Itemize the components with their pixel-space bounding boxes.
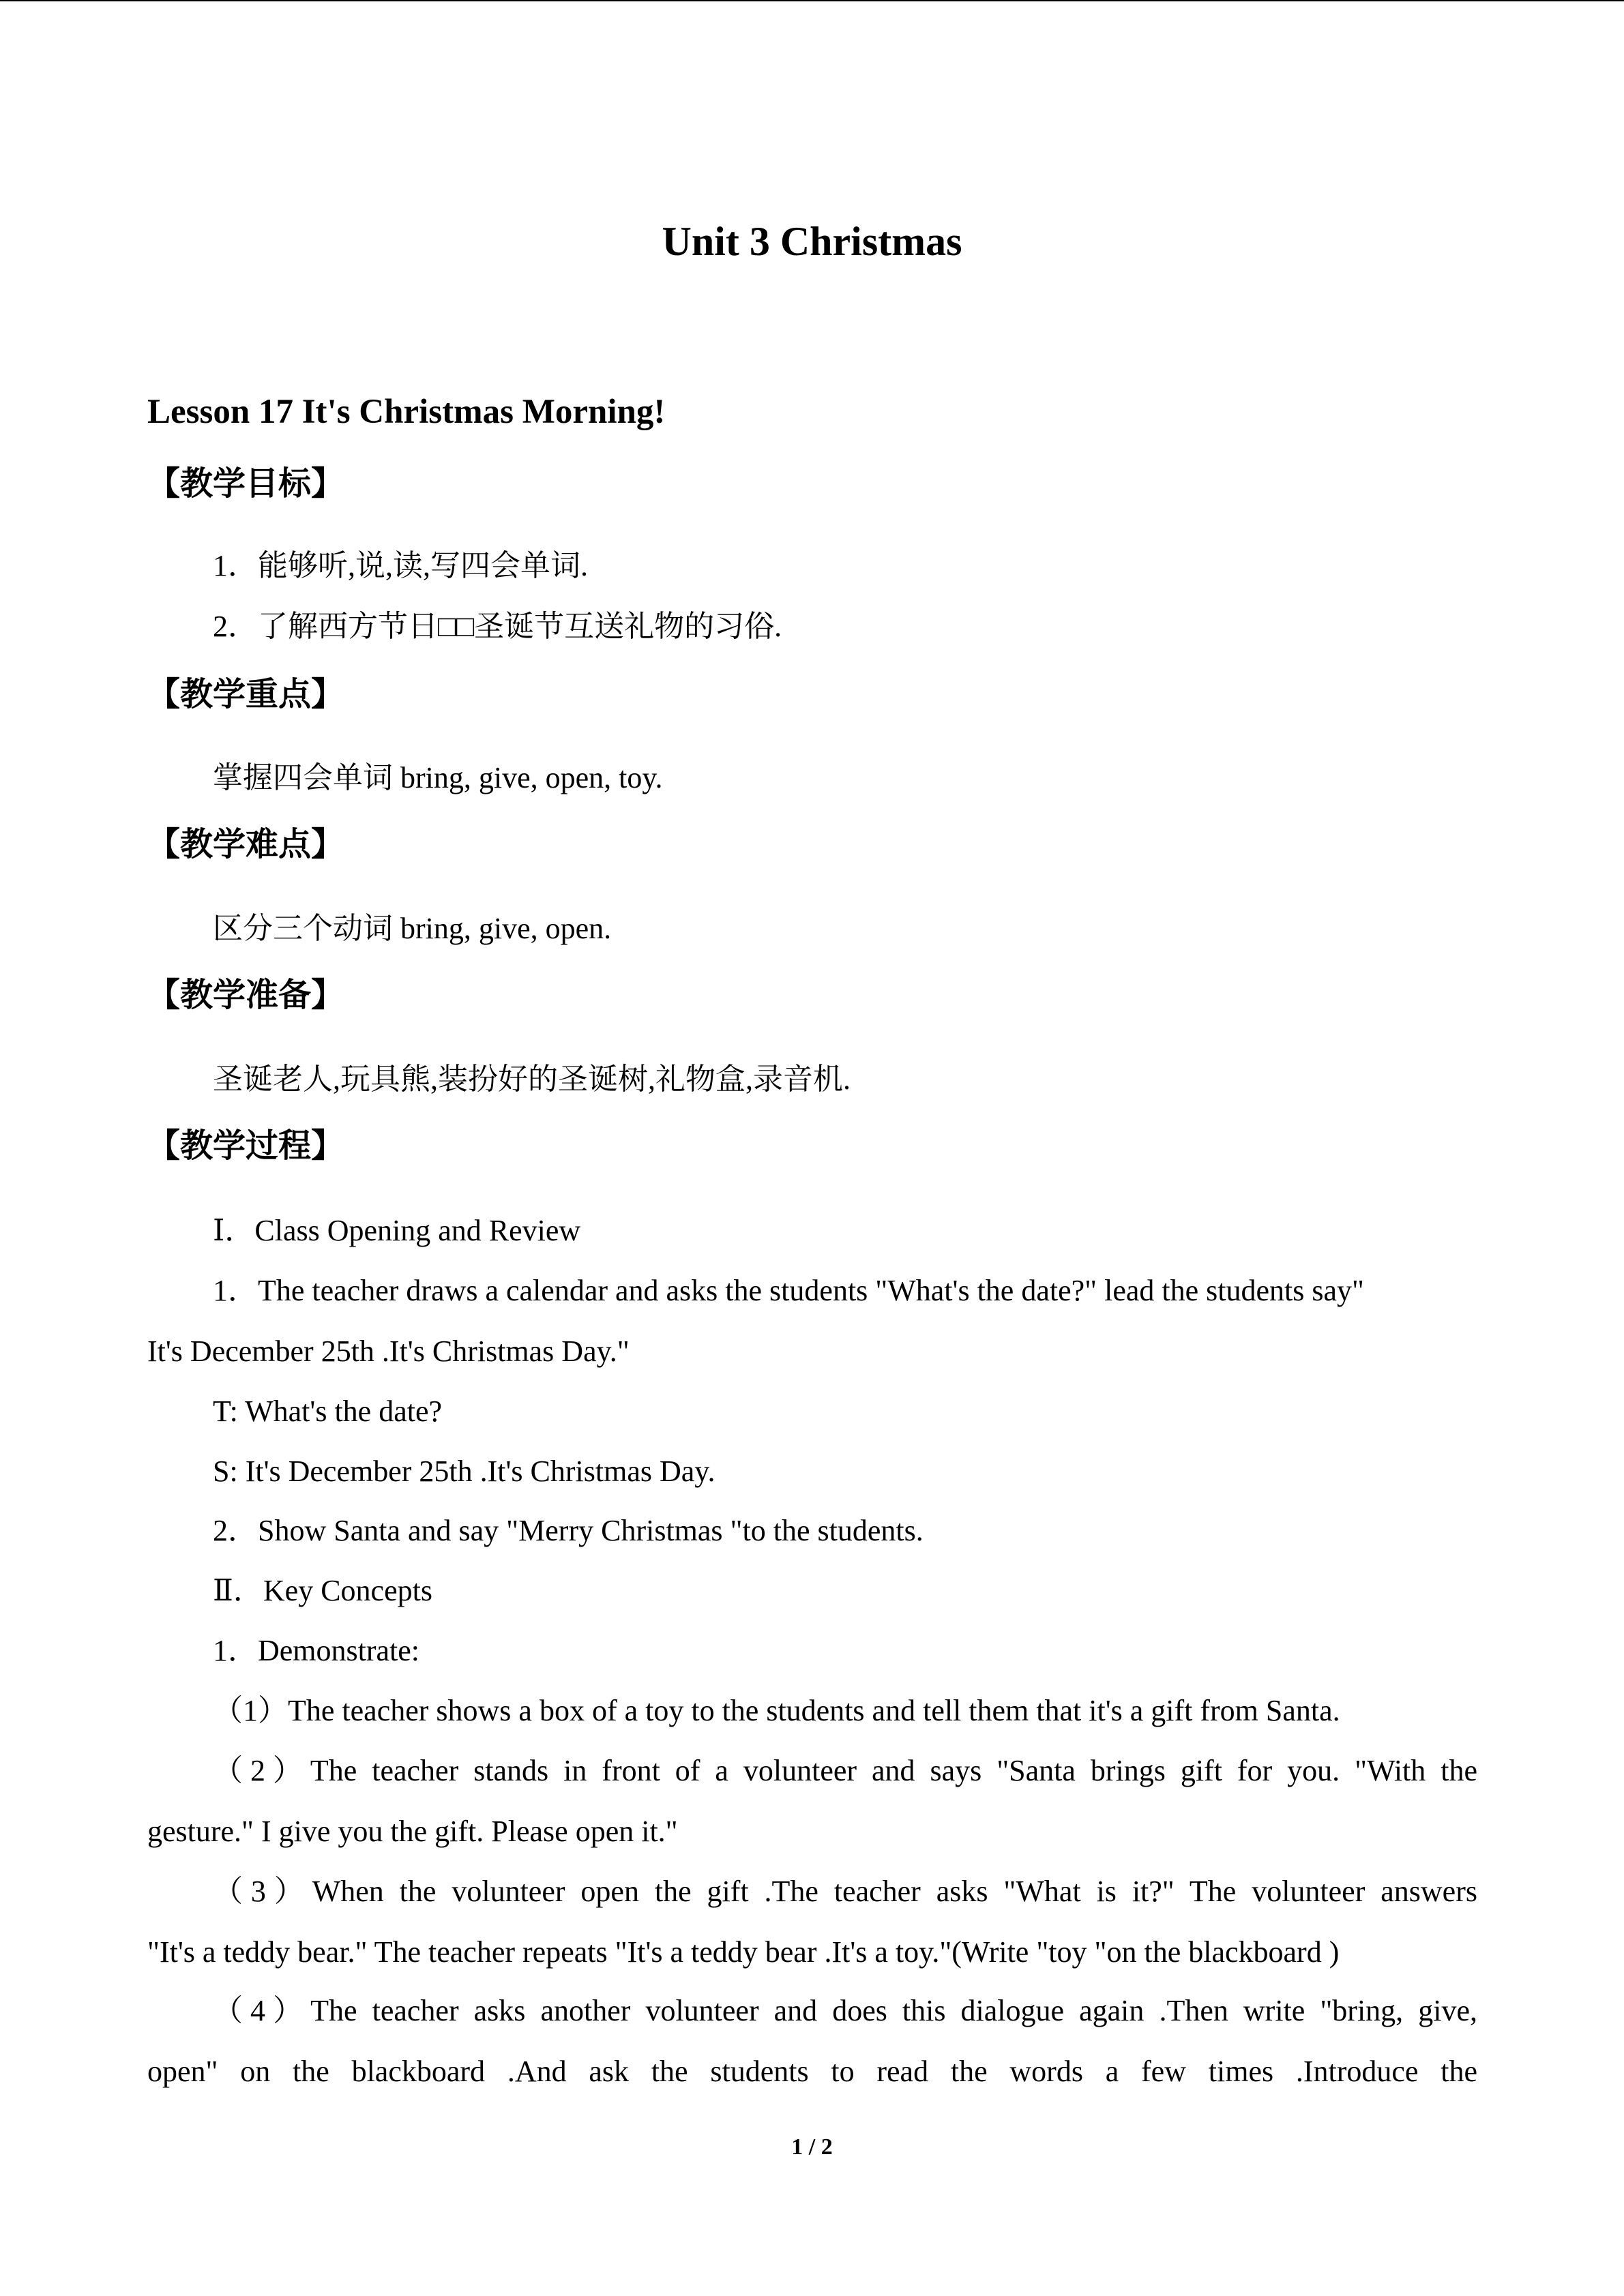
process-line: （4）The teacher asks another volunteer and does this dialogue again .Then write "bring, give, bbox=[213, 1994, 1477, 2027]
process-line: gesture." I give you the gift. Please open it." bbox=[147, 1815, 678, 1848]
process-line: S: It's December 25th .It's Christmas Day. bbox=[213, 1455, 715, 1488]
process-line: It's December 25th .It's Christmas Day." bbox=[147, 1335, 630, 1368]
difficulties-text: 区分三个动词 bring, give, open. bbox=[213, 912, 612, 945]
goal-item-1: 1．能够听,说,读,写四会单词. bbox=[213, 549, 588, 582]
unit-title: Unit 3 Christmas bbox=[662, 219, 962, 264]
heading-teaching-process: 【教学过程】 bbox=[147, 1127, 344, 1165]
process-line: Ⅰ．Class Opening and Review bbox=[213, 1214, 581, 1247]
key-points-text: 掌握四会单词 bring, give, open, toy. bbox=[213, 761, 663, 794]
page-number: 1 / 2 bbox=[791, 2134, 833, 2160]
process-line: open" on the blackboard .And ask the students to read the words a few times .Introduce the bbox=[147, 2055, 1477, 2088]
heading-key-points: 【教学重点】 bbox=[147, 675, 344, 713]
goal-item-2: 2．了解西方节日□□圣诞节互送礼物的习俗. bbox=[213, 610, 782, 643]
process-line: （3）When the volunteer open the gift .The teacher asks "What is it?" The volunteer answers bbox=[213, 1875, 1477, 1908]
preparation-text: 圣诞老人,玩具熊,装扮好的圣诞树,礼物盒,录音机. bbox=[213, 1062, 851, 1096]
process-line: T: What's the date? bbox=[213, 1395, 443, 1428]
process-line: "It's a teddy bear." The teacher repeats "It's a teddy bear .It's a toy."(Write "toy "on the blackboard ) bbox=[147, 1935, 1340, 1969]
process-line: 1．The teacher draws a calendar and asks the students "What's the date?" lead the students say" bbox=[213, 1274, 1364, 1307]
lesson-title: Lesson 17 It's Christmas Morning! bbox=[147, 393, 666, 431]
process-line: Ⅱ．Key Concepts bbox=[213, 1574, 432, 1607]
heading-preparation: 【教学准备】 bbox=[147, 976, 344, 1014]
process-line: （2）The teacher stands in front of a volunteer and says "Santa brings gift for you. "With the bbox=[213, 1754, 1477, 1787]
heading-difficulties: 【教学难点】 bbox=[147, 825, 344, 863]
process-line: 1．Demonstrate: bbox=[213, 1634, 420, 1667]
page-top-border bbox=[0, 0, 1624, 1]
process-line: （1）The teacher shows a box of a toy to the students and tell them that it's a gift from Santa. bbox=[213, 1694, 1340, 1727]
process-line: 2．Show Santa and say "Merry Christmas "to the students. bbox=[213, 1514, 924, 1547]
heading-teaching-goals: 【教学目标】 bbox=[147, 464, 344, 503]
